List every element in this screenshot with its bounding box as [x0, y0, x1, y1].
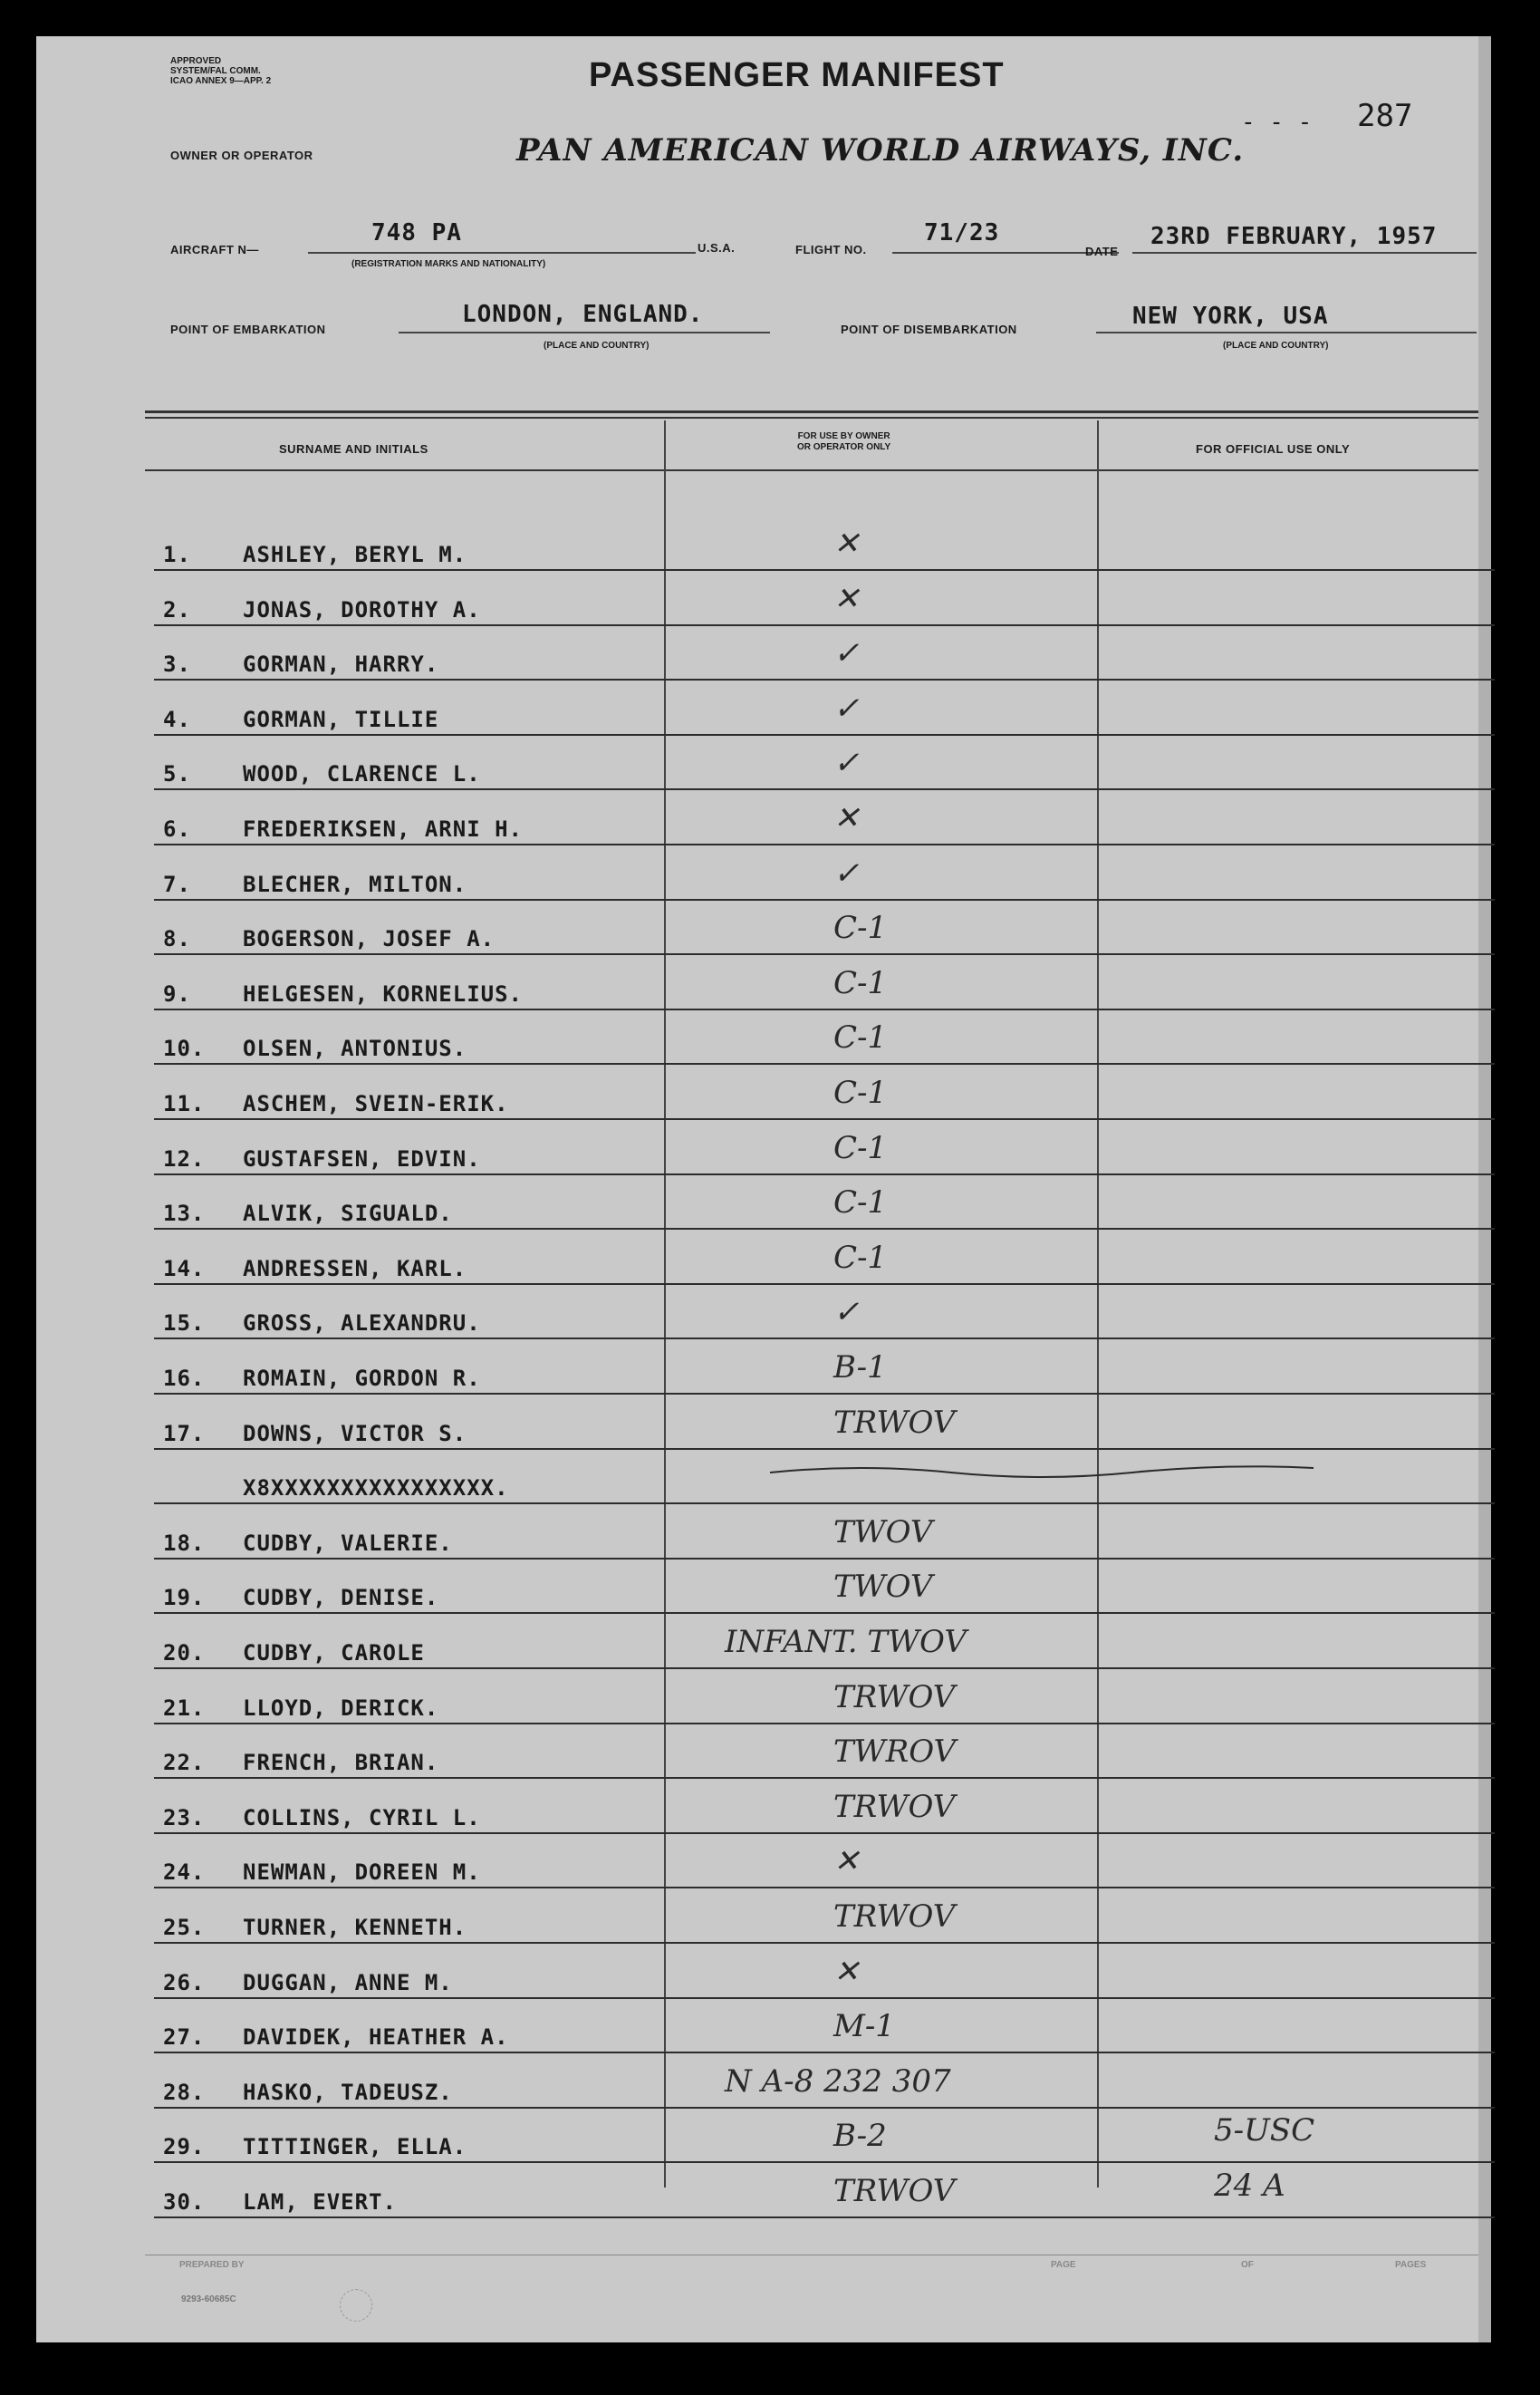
- operator-mark: TWROV: [833, 1733, 957, 1771]
- passenger-name: WOOD, CLARENCE L.: [243, 761, 481, 787]
- disembarkation-label: POINT OF DISEMBARKATION: [841, 323, 1017, 336]
- passenger-name: CUDBY, VALERIE.: [243, 1530, 453, 1556]
- operator-mark: ✕: [833, 580, 860, 617]
- row-rule: [154, 1173, 1495, 1175]
- disembarkation-caption: (PLACE AND COUNTRY): [1223, 341, 1329, 351]
- footer-prepared-by: PREPARED BY: [179, 2260, 245, 2270]
- passenger-name: DOWNS, VICTOR S.: [243, 1420, 467, 1446]
- passenger-name: GORMAN, HARRY.: [243, 652, 439, 678]
- passenger-name: X8XXXXXXXXXXXXXXXX.: [243, 1475, 509, 1502]
- aircraft-label: AIRCRAFT N—: [170, 243, 259, 256]
- passenger-name: HELGESEN, KORNELIUS.: [243, 980, 523, 1007]
- operator-mark: C-1: [833, 964, 888, 1001]
- passenger-name: CUDBY, CAROLE: [243, 1640, 425, 1666]
- row-rule: [154, 1558, 1495, 1560]
- passenger-name: TURNER, KENNETH.: [243, 1915, 467, 1940]
- footer-of: OF: [1241, 2260, 1254, 2270]
- passenger-number: 14.: [163, 1255, 206, 1281]
- passenger-number: 1.: [163, 542, 191, 567]
- passenger-name: ANDRESSEN, KARL.: [243, 1255, 467, 1281]
- passenger-number: 25.: [163, 1915, 206, 1940]
- passenger-name: BOGERSON, JOSEF A.: [243, 926, 496, 952]
- operator-mark: C-1: [833, 1184, 888, 1222]
- passenger-number: 11.: [163, 1091, 206, 1116]
- row-rule: [154, 1283, 1495, 1285]
- passenger-number: 3.: [163, 652, 191, 678]
- airline-name: PAN AMERICAN WORLD AIRWAYS, INC.: [516, 132, 1245, 169]
- operator-mark: ✓: [833, 1294, 860, 1331]
- passenger-number: 13.: [163, 1201, 206, 1227]
- row-rule: [154, 1338, 1495, 1339]
- passenger-name: FRENCH, BRIAN.: [243, 1750, 439, 1776]
- passenger-number: 18.: [163, 1530, 206, 1556]
- passenger-number: 23.: [163, 1804, 206, 1830]
- passenger-name: FREDERIKSEN, ARNI H.: [243, 816, 523, 842]
- row-rule: [154, 1723, 1495, 1724]
- cancel-stroke: [770, 1459, 1314, 1486]
- passenger-number: 30.: [163, 2189, 206, 2215]
- approval-line-1: APPROVED: [170, 56, 222, 66]
- passenger-number: 9.: [163, 980, 191, 1007]
- row-rule: [154, 788, 1495, 790]
- row-rule: [154, 844, 1495, 845]
- column-owner-use-line-1: FOR USE BY OWNER: [797, 431, 890, 441]
- row-rule: [154, 1612, 1495, 1614]
- column-owner-use: [797, 431, 890, 453]
- row-rule: [154, 1832, 1495, 1834]
- usa-label: U.S.A.: [698, 241, 736, 255]
- row-rule: [154, 2161, 1495, 2163]
- passenger-number: 6.: [163, 816, 191, 842]
- passenger-number: 26.: [163, 1969, 206, 1995]
- operator-mark: ✓: [833, 855, 860, 892]
- operator-mark: ✕: [833, 1953, 860, 1990]
- passenger-name: BLECHER, MILTON.: [243, 871, 467, 897]
- official-note: 24 A: [1214, 2168, 1285, 2204]
- operator-mark: ✓: [833, 635, 860, 672]
- operator-mark: C-1: [833, 910, 888, 947]
- row-rule: [154, 1942, 1495, 1944]
- operator-mark: TRWOV: [833, 1404, 956, 1441]
- passenger-number: 15.: [163, 1310, 206, 1337]
- operator-mark: C-1: [833, 1019, 888, 1057]
- row-rule: [154, 1448, 1495, 1450]
- registration-caption: (REGISTRATION MARKS AND NATIONALITY): [351, 259, 546, 269]
- operator-mark: TRWOV: [833, 1898, 956, 1935]
- operator-mark: ✕: [833, 800, 860, 836]
- embarkation-caption: (PLACE AND COUNTRY): [544, 341, 650, 351]
- passenger-name: HASKO, TADEUSZ.: [243, 2079, 453, 2105]
- row-rule: [154, 1502, 1495, 1504]
- passenger-name: COLLINS, CYRIL L.: [243, 1804, 481, 1830]
- operator-mark: TRWOV: [833, 2173, 956, 2209]
- row-rule: [154, 1777, 1495, 1779]
- operator-mark: ✕: [833, 526, 860, 562]
- operator-mark: C-1: [833, 1239, 888, 1276]
- passenger-number: 12.: [163, 1145, 206, 1172]
- row-rule: [154, 569, 1495, 571]
- row-rule: [154, 679, 1495, 681]
- passenger-name: LAM, EVERT.: [243, 2189, 397, 2215]
- passenger-number: 20.: [163, 1640, 206, 1666]
- passenger-number: 8.: [163, 926, 191, 952]
- passenger-number: 19.: [163, 1585, 206, 1611]
- operator-mark: N A-8 232 307: [725, 2062, 951, 2100]
- operator-mark: C-1: [833, 1075, 888, 1111]
- owner-label: OWNER OR OPERATOR: [170, 149, 313, 162]
- passenger-number: 16.: [163, 1366, 206, 1391]
- column-surname: SURNAME AND INITIALS: [279, 442, 428, 456]
- passenger-name: GROSS, ALEXANDRU.: [243, 1310, 481, 1337]
- column-owner-use-line-2: OR OPERATOR ONLY: [797, 442, 891, 452]
- row-rule: [154, 624, 1495, 626]
- operator-mark: ✕: [833, 1843, 860, 1880]
- passenger-name: DAVIDEK, HEATHER A.: [243, 2024, 509, 2051]
- passenger-name: OLSEN, ANTONIUS.: [243, 1036, 467, 1062]
- operator-mark: B-1: [833, 1349, 887, 1386]
- row-rule: [154, 1118, 1495, 1120]
- passenger-name: JONAS, DOROTHY A.: [243, 596, 481, 623]
- operator-mark: C-1: [833, 1129, 888, 1166]
- row-rule: [154, 953, 1495, 955]
- passenger-name: GORMAN, TILLIE: [243, 706, 439, 732]
- passenger-number: 4.: [163, 706, 191, 732]
- manifest-sheet: [36, 36, 1491, 2342]
- row-rule: [154, 2216, 1495, 2218]
- operator-mark: M-1: [833, 2008, 895, 2045]
- form-number: 9293-60685C: [181, 2294, 236, 2304]
- printer-seal: [340, 2289, 372, 2322]
- passenger-number: 21.: [163, 1695, 206, 1721]
- passenger-number: 28.: [163, 2079, 206, 2105]
- operator-mark: TRWOV: [833, 1678, 956, 1715]
- passenger-number: 27.: [163, 2024, 206, 2051]
- passenger-number: 10.: [163, 1036, 206, 1062]
- page-title: PASSENGER MANIFEST: [589, 56, 1005, 94]
- passenger-name: TITTINGER, ELLA.: [243, 2134, 467, 2160]
- row-rule: [154, 1228, 1495, 1230]
- row-rule: [154, 1393, 1495, 1395]
- date-value: 23RD FEBRUARY, 1957: [1150, 223, 1438, 250]
- operator-mark: TWOV: [833, 1513, 933, 1550]
- passenger-name: NEWMAN, DOREEN M.: [243, 1859, 481, 1886]
- passenger-number: 2.: [163, 596, 191, 623]
- passenger-number: 22.: [163, 1750, 206, 1776]
- passenger-name: ROMAIN, GORDON R.: [243, 1366, 481, 1391]
- disembarkation-value: NEW YORK, USA: [1132, 303, 1329, 330]
- flight-label: FLIGHT NO.: [795, 243, 867, 256]
- footer-pages: PAGES: [1395, 2260, 1427, 2270]
- page-number: 287: [1357, 98, 1413, 134]
- approval-line-2: SYSTEM/FAL COMM.: [170, 66, 261, 76]
- passenger-name: GUSTAFSEN, EDVIN.: [243, 1145, 481, 1172]
- embarkation-value: LONDON, ENGLAND.: [462, 301, 704, 328]
- passenger-number: 5.: [163, 761, 191, 787]
- passenger-number: 29.: [163, 2134, 206, 2160]
- operator-mark: ✓: [833, 690, 860, 727]
- passenger-name: LLOYD, DERICK.: [243, 1695, 439, 1721]
- footer-page: PAGE: [1051, 2260, 1076, 2270]
- row-rule: [154, 899, 1495, 901]
- date-label: DATE: [1085, 245, 1119, 258]
- embarkation-label: POINT OF EMBARKATION: [170, 323, 326, 336]
- approval-block: [170, 56, 271, 86]
- passenger-name: ASHLEY, BERYL M.: [243, 542, 467, 567]
- dash-mark: - - -: [1241, 109, 1313, 136]
- operator-mark: TWOV: [833, 1569, 933, 1606]
- approval-line-3: ICAO ANNEX 9—APP. 2: [170, 76, 272, 86]
- column-official-use: FOR OFFICIAL USE ONLY: [1196, 442, 1351, 456]
- row-rule: [154, 1667, 1495, 1669]
- passenger-name: DUGGAN, ANNE M.: [243, 1969, 453, 1995]
- operator-mark: ✓: [833, 745, 860, 782]
- operator-mark: TRWOV: [833, 1788, 956, 1825]
- row-rule: [154, 1063, 1495, 1065]
- row-rule: [154, 1887, 1495, 1888]
- row-rule: [154, 1997, 1495, 1999]
- row-rule: [154, 2052, 1495, 2053]
- passenger-name: ALVIK, SIGUALD.: [243, 1201, 453, 1227]
- passenger-name: CUDBY, DENISE.: [243, 1585, 439, 1611]
- row-rule: [154, 1009, 1495, 1010]
- aircraft-value: 748 PA: [371, 219, 462, 246]
- passenger-number: 24.: [163, 1859, 206, 1886]
- passenger-number: 17.: [163, 1420, 206, 1446]
- row-rule: [154, 2107, 1495, 2109]
- operator-mark: B-2: [833, 2118, 887, 2155]
- passenger-name: ASCHEM, SVEIN-ERIK.: [243, 1091, 509, 1116]
- flight-value: 71/23: [924, 219, 1000, 246]
- passenger-number: 7.: [163, 871, 191, 897]
- official-note: 5-USC: [1214, 2112, 1315, 2149]
- operator-mark: INFANT. TWOV: [725, 1624, 967, 1660]
- row-rule: [154, 734, 1495, 736]
